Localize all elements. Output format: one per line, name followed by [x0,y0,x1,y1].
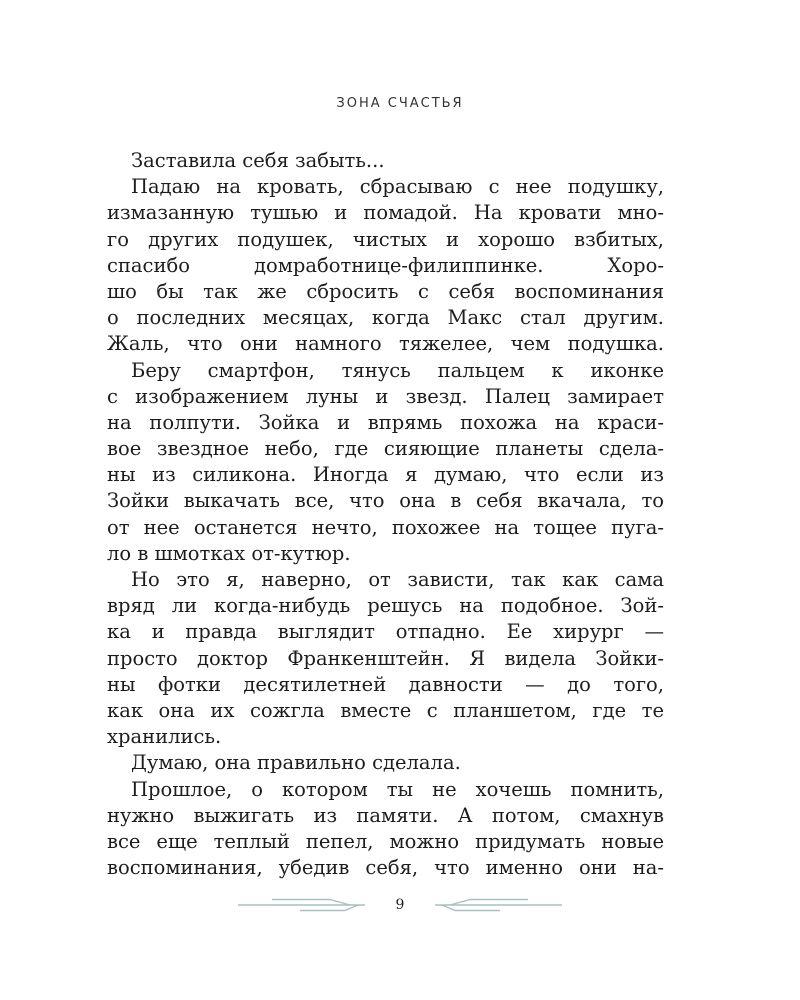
text-line: хранились. [107,725,222,749]
body-text [107,148,664,881]
text-line: о последних месяцах, когда Макс стал другим. [107,306,664,330]
text-line: измазанную тушью и помадой. На кровати мно- [107,201,664,225]
text-line: от нее останется нечто, похожее на тощее пуга- [107,515,664,539]
page-footer [0,893,800,917]
text-line: Но это я, наверно, от зависти, так как сама [131,568,664,591]
text-line: Думаю, она правильно сделала. [131,751,461,775]
text-line: го других подушек, чистых и хорошо взбитых, [107,227,664,251]
running-head: ЗОНА СЧАСТЬЯ [336,96,464,111]
text-line: ны из силикона. Иногда я думаю, что если из [107,463,664,487]
text-line: вое звездное небо, где сияющие планеты сдела- [107,437,664,461]
text-line: Беру смартфон, тянусь пальцем к иконке [131,358,664,382]
text-line: вряд ли когда-нибудь решусь на подобное. Зой- [107,594,664,618]
text-line: нужно выжигать из памяти. А потом, смахнув [107,803,664,827]
text-line: спасибо домработнице-филиппинке. Хоро- [107,253,664,277]
text-line: ны фотки десятилетней давности — до того, [107,672,664,696]
text-line: на полпути. Зойка и впрямь похожа на краси- [107,410,664,434]
text-line: все еще теплый пепел, можно придумать новые [107,829,664,853]
text-line: воспоминания, убедив себя, что именно они на- [107,856,664,880]
text-line: с изображением луны и звезд. Палец замирает [107,384,664,408]
text-line: Заставила себя забыть... [131,149,385,172]
text-line: ка и правда выглядит отпадно. Ее хирург — [107,620,664,644]
text-line: Зойки выкачать все, что она в себя вкачала, то [107,489,664,513]
page-number: 9 [395,897,405,913]
text-line: просто доктор Франкенштейн. Я видела Зойки- [107,646,664,670]
text-line: ло в шмотках от-кутюр. [107,541,351,565]
text-line: шо бы так же сбросить с себя воспоминания [107,279,664,303]
text-line: Жаль, что они намного тяжелее, чем подушка. [107,332,664,356]
text-line: как она их сожгла вместе с планшетом, где те [107,698,664,722]
text-line: Прошлое, о котором ты не хочешь помнить, [131,777,664,801]
text-line: Падаю на кровать, сбрасываю с нее подушку, [131,175,664,199]
